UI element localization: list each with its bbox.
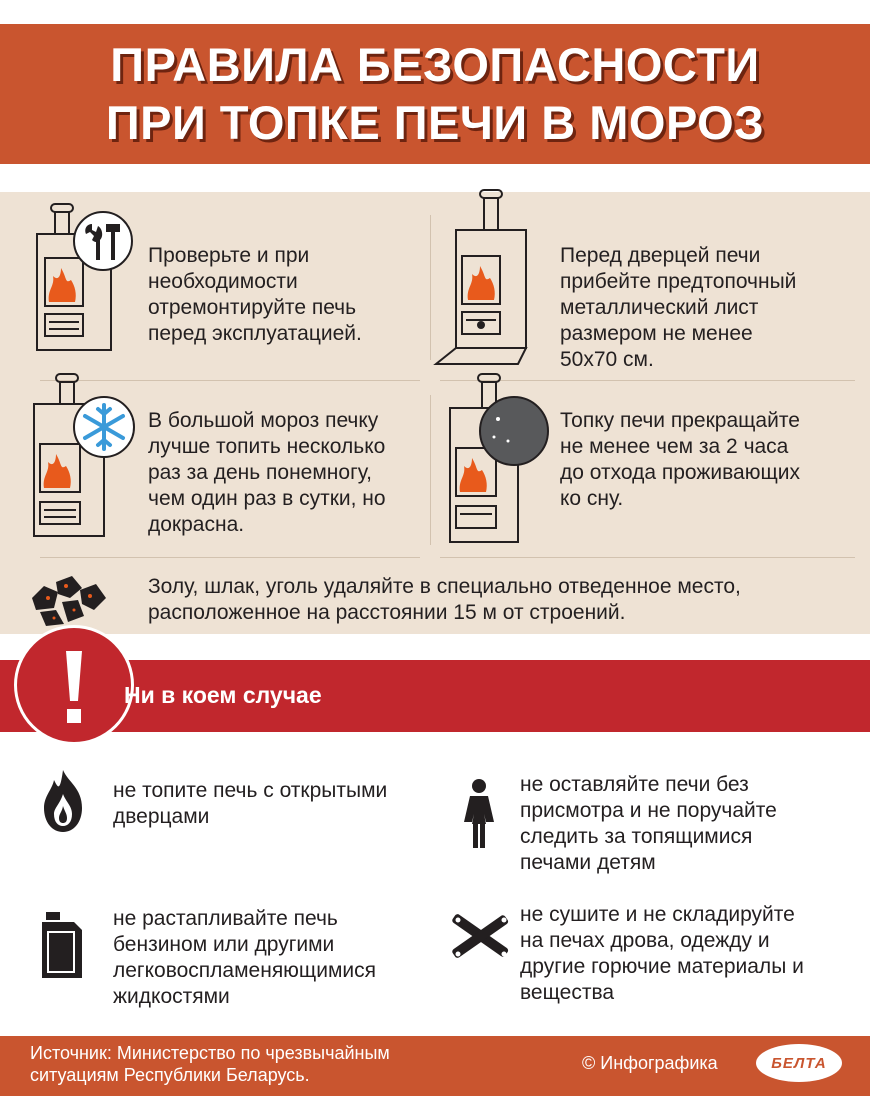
source-note xyxy=(30,1042,510,1086)
copyright-text: © Инфографика xyxy=(582,1053,718,1073)
source-line: Источник: Министерство по чрезвычайным xyxy=(30,1043,390,1063)
coal-icon xyxy=(26,568,112,630)
tip-line: до отхода проживающих xyxy=(560,461,800,484)
exclamation-icon xyxy=(64,651,84,725)
tip-line: перед эксплуатацией. xyxy=(148,322,362,345)
prohibition-text-gasoline xyxy=(113,906,376,1010)
tip-line: Топку печи прекращайте xyxy=(560,409,800,432)
canister-icon xyxy=(40,908,84,980)
tip-line: прибейте предтопочный xyxy=(560,270,797,293)
tip-line: необходимости xyxy=(148,270,298,293)
header-banner xyxy=(0,24,870,164)
tip-line: Перед дверцей печи xyxy=(560,244,761,267)
prohibition-line: дверцами xyxy=(113,805,210,828)
prohibition-text-supervision xyxy=(520,772,777,876)
tip-line: В большой мороз печку xyxy=(148,409,379,432)
stove-with-sheet-icon xyxy=(432,180,552,370)
prohibition-line: печами детям xyxy=(520,851,656,874)
horizontal-divider xyxy=(440,557,855,558)
tip-line: раз за день понемногу, xyxy=(148,461,372,484)
tip-line: Золу, шлак, уголь удаляйте в специально отведенное место, xyxy=(148,575,741,598)
prohibition-line: не топите печь с открытыми xyxy=(113,779,388,802)
logo-text: БЕЛТА xyxy=(771,1054,827,1072)
prohibition-text-drying xyxy=(520,902,804,1006)
tip-text-ash xyxy=(148,574,741,626)
prohibition-line: присмотра и не поручайте xyxy=(520,799,777,822)
prohibition-line: легковоспламеняющимися xyxy=(113,959,376,982)
tip-line: расположенное на расстоянии 15 м от строений. xyxy=(148,601,626,624)
tip-line: металлический лист xyxy=(560,296,759,319)
moon-icon xyxy=(478,395,550,467)
warning-title: Ни в коем случае xyxy=(124,682,322,708)
vertical-divider xyxy=(430,395,431,545)
prohibition-line: не оставляйте печи без xyxy=(520,773,749,796)
prohibition-text-open-doors xyxy=(113,778,387,830)
prohibition-line: бензином или другими xyxy=(113,933,335,956)
prohibition-line: не сушите и не складируйте xyxy=(520,903,795,926)
tip-line: докрасна. xyxy=(148,513,245,536)
tip-line: отремонтируйте печь xyxy=(148,296,357,319)
prohibition-line: жидкостями xyxy=(113,985,230,1008)
tip-line: ко сну. xyxy=(560,487,624,510)
belta-logo xyxy=(756,1044,842,1082)
tip-text-bedtime xyxy=(560,408,800,512)
page-title-line2: ПРИ ТОПКЕ ПЕЧИ В МОРОЗ xyxy=(105,96,765,149)
prohibition-line: на печах дрова, одежду и xyxy=(520,929,770,952)
tip-text-metal-sheet xyxy=(560,243,796,373)
tip-line: 50х70 см. xyxy=(560,348,654,371)
prohibition-line: другие горючие материалы и xyxy=(520,955,804,978)
prohibition-line: следить за топящимися xyxy=(520,825,753,848)
horizontal-divider xyxy=(40,557,420,558)
vertical-divider xyxy=(430,215,431,360)
wrench-hammer-icon xyxy=(72,210,134,272)
fire-icon xyxy=(38,768,88,834)
snowflake-icon xyxy=(72,395,136,459)
tip-line: лучше топить несколько xyxy=(148,435,386,458)
tip-text-frost xyxy=(148,408,386,538)
footer xyxy=(0,1036,870,1096)
prohibition-line: вещества xyxy=(520,981,615,1004)
tip-line: Проверьте и при xyxy=(148,244,310,267)
prohibition-line: не растапливайте печь xyxy=(113,907,338,930)
firewood-icon xyxy=(452,912,510,962)
tip-text-inspect xyxy=(148,243,362,347)
page-title-line1: ПРАВИЛА БЕЗОПАСНОСТИ xyxy=(110,38,760,91)
source-line: ситуациям Республики Беларусь. xyxy=(30,1065,310,1085)
child-icon xyxy=(460,778,498,850)
tip-line: размером не менее xyxy=(560,322,753,345)
tip-line: чем один раз в сутки, но xyxy=(148,487,386,510)
tip-line: не менее чем за 2 часа xyxy=(560,435,789,458)
